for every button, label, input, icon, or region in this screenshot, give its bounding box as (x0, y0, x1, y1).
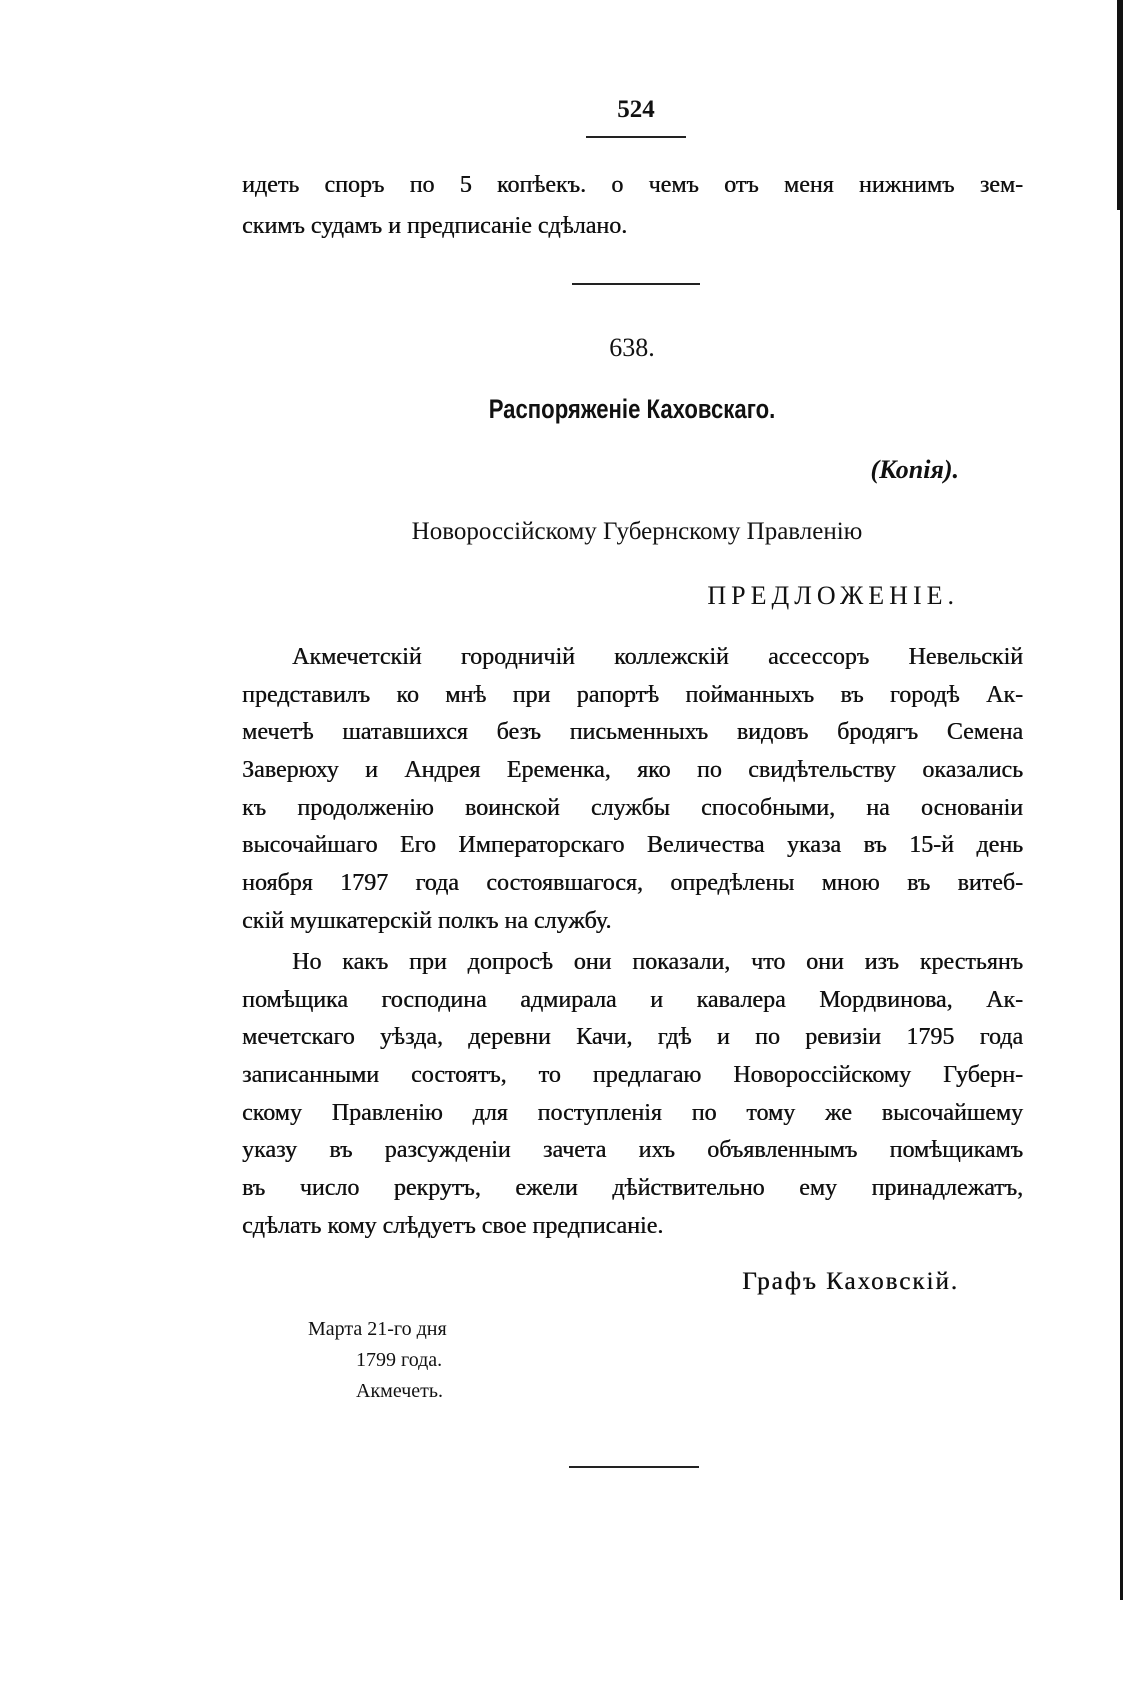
document-heading: ПРЕДЛОЖЕНІЕ. (707, 581, 959, 610)
scan-edge-line (1120, 0, 1123, 1600)
page-number: 524 (617, 96, 655, 123)
text-line: Заверюху и Андрея Еременка, яко по свидѣтельству оказались (242, 757, 1023, 783)
date-line: 1799 года. (356, 1349, 443, 1371)
text-line: Акмечетскій городничій коллежскій ассессоръ Невельскій (292, 644, 1023, 670)
text-line: скій мушкатерскій полкъ на службу. (242, 908, 612, 934)
text-line: представилъ ко мнѣ при рапортѣ пойманныхъ въ городѣ Ак- (242, 682, 1023, 708)
text-line: въ число рекрутъ, ежели дѣйствительно ему принадлежатъ, (242, 1175, 1023, 1201)
text-line: Но какъ при допросѣ они показали, что они изъ крестьянъ (292, 949, 1023, 975)
place-line: Акмечеть. (356, 1380, 443, 1402)
page-number-rule (586, 136, 686, 138)
continuation-line: идеть споръ по 5 копѣекъ. о чемъ отъ меня нижнимъ зем- (242, 172, 1023, 198)
date-line: Марта 21-го дня (308, 1318, 447, 1340)
text-line: записанными состоятъ, то предлагаю Новороссійскому Губерн- (242, 1062, 1023, 1088)
signature: Графъ Каховскій. (742, 1268, 959, 1295)
text-line: сдѣлать кому слѣдуетъ свое предписаніе. (242, 1213, 664, 1239)
text-line: ноября 1797 года состоявшагося, опредѣлены мною въ витеб- (242, 870, 1023, 896)
document-number: 638. (609, 333, 655, 362)
text-line: помѣщика господина адмирала и кавалера Мордвинова, Ак- (242, 987, 1023, 1013)
text-line: мечетѣ шатавшихся безъ письменныхъ видовъ бродягъ Семена (242, 719, 1023, 745)
text-line: указу въ разсужденіи зачета ихъ объявленнымъ помѣщикамъ (242, 1137, 1023, 1163)
section-separator (572, 283, 700, 285)
text-line: скому Правленію для поступленія по тому же высочайшему (242, 1100, 1023, 1126)
text-line: высочайшаго Его Императорскаго Величества указа въ 15-й день (242, 832, 1023, 858)
text-line: къ продолженію воинской службы способными, на основаніи (242, 795, 1023, 821)
end-separator (569, 1466, 699, 1468)
continuation-line: скимъ судамъ и предписаніе сдѣлано. (242, 213, 628, 239)
addressee: Новороссійскому Губернскому Правленію (411, 518, 863, 545)
copy-note: (Копія). (870, 455, 959, 484)
document-title: Распоряженіе Каховскаго. (488, 394, 776, 424)
text-line: мечетскаго уѣзда, деревни Качи, гдѣ и по ревизіи 1795 года (242, 1024, 1023, 1050)
